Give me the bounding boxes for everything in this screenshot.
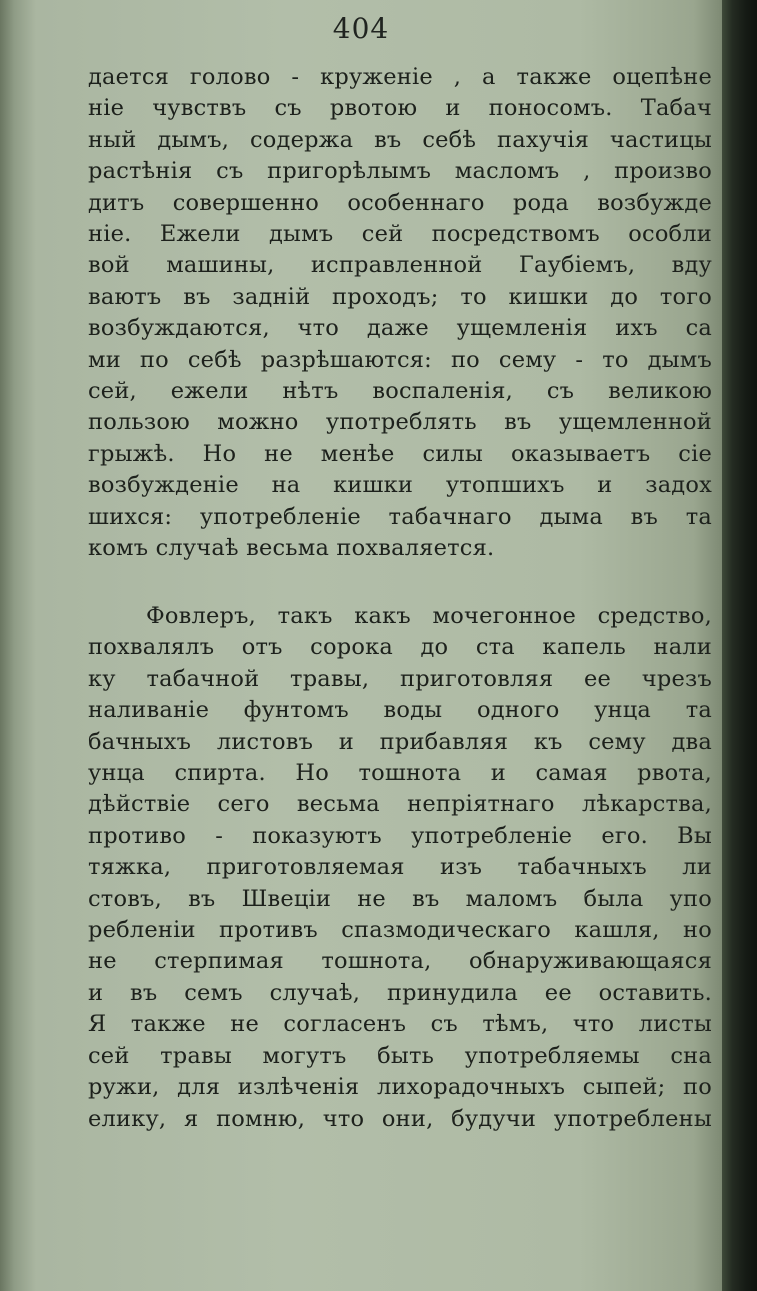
- text-line: стовъ, въ Швеціи не въ маломъ была упо: [88, 885, 712, 912]
- text-line: возбужденіе на кишки утопшихъ и задох: [88, 472, 712, 499]
- text-line: елику, я помню, что они, будучи употреблены: [88, 1105, 712, 1132]
- text-line: наливаніе фунтомъ воды одного унца та: [88, 697, 712, 724]
- text-line: бачныхъ листовъ и прибавляя къ сему два: [88, 728, 712, 755]
- text-line: пользою можно употреблять въ ущемленной: [88, 409, 712, 436]
- text-line: вой машины, исправленной Гаубіемъ, вду: [88, 252, 712, 279]
- text-line: и въ семъ случаѣ, принудила ее оставить.: [88, 979, 712, 1006]
- text-line: Фовлеръ, такъ какъ мочегонное средство,: [146, 603, 712, 629]
- text-line: дается голово - круженіе , а также оцепѣне: [88, 64, 712, 90]
- text-line: ваютъ въ задній проходъ; то кишки до того: [88, 283, 712, 310]
- text-line: растѣнія съ пригорѣлымъ масломъ , произво: [88, 158, 712, 185]
- text-line: не стерпимая тошнота, обнаруживающаяся: [88, 948, 712, 975]
- paragraph-1: [88, 62, 712, 565]
- text-line: ніе. Ежели дымъ сей посредствомъ особли: [88, 221, 712, 248]
- text-line: возбуждаются, что даже ущемленія ихъ са: [88, 315, 712, 342]
- text-line: похвалялъ отъ сорока до ста капель нали: [88, 634, 712, 661]
- text-line: сей травы могутъ быть употребляемы сна: [88, 1042, 712, 1069]
- text-line: Я также не согласенъ съ тѣмъ, что листы: [88, 1011, 712, 1038]
- text-line: грыжѣ. Но не менѣе силы оказываетъ сіе: [88, 440, 712, 467]
- text-line: ми по себѣ разрѣшаются: по сему - то дымъ: [88, 346, 712, 373]
- book-binding-edge: [722, 0, 757, 1291]
- text-line: ный дымъ, содержа въ себѣ пахучія частицы: [88, 126, 712, 153]
- text-line: сей, ежели нѣтъ воспаленія, съ великою: [88, 378, 712, 405]
- text-line: дѣйствіе сего весьма непріятнаго лѣкарства,: [88, 791, 712, 818]
- text-line: противо - показуютъ употребленіе его. Вы: [88, 822, 712, 849]
- paragraph-2: [88, 601, 712, 1135]
- text-line: комъ случаѣ весьма похваляется.: [88, 535, 495, 562]
- text-line: ніе чувствъ съ рвотою и поносомъ. Табач: [88, 95, 712, 122]
- text-line: тяжка, приготовляемая изъ табачныхъ ли: [88, 854, 712, 881]
- text-line: шихся: употребленіе табачнаго дыма въ та: [88, 503, 712, 530]
- text-line: ребленіи противъ спазмодическаго кашля, но: [88, 917, 712, 944]
- text-line: ружи, для излѣченія лихорадочныхъ сыпей; по: [88, 1074, 712, 1101]
- text-line: унца спирта. Но тошнота и самая рвота,: [88, 760, 712, 787]
- text-line: дитъ совершенно особеннаго рода возбужде: [88, 189, 712, 216]
- page-number: 404: [332, 12, 390, 45]
- text-line: ку табачной травы, приготовляя ее чрезъ: [88, 665, 712, 692]
